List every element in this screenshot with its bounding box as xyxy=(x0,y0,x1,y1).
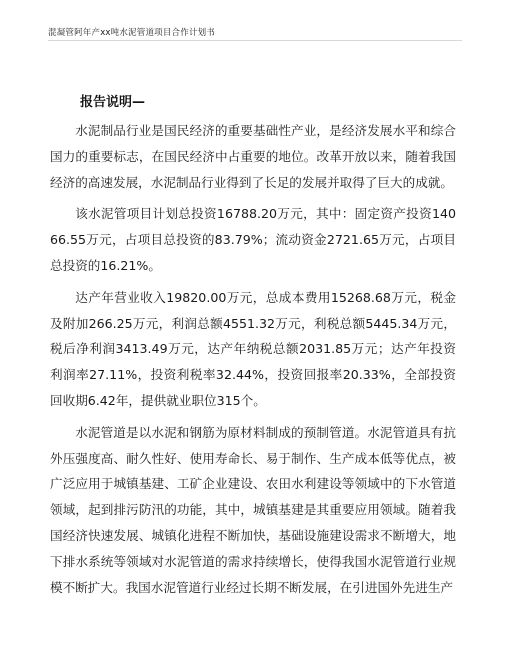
header-divider xyxy=(48,40,462,41)
section-heading: 报告说明— xyxy=(80,95,146,110)
paragraph-industry: 水泥管道是以水泥和钢筋为原材料制成的预制管道。水泥管道具有抗外压强度高、耐久性好、使用寿命长、易于制作、生产成本低等优点，被广泛应用于城镇基建、工矿企业建设、农田水利建设等领域中的下水管道领域，起到排污防汛的功能，其中，城镇基建是其重要应用领域。随着我国经济快速发展、城镇化进程不断加快，基础设施建设需求不断增大，地下排水系统等领域对水泥管道的需求持续增长，使得我国水泥管道行业规模不断扩大。我国水泥管道行业经过长期不断发展，在引进国外先进生产 xyxy=(50,424,456,595)
body-text xyxy=(50,118,456,606)
paragraph-revenue: 达产年营业收入19820.00万元，总成本费用15268.68万元，税金及附加266.25万元，利润总额4551.32万元，利税总额5445.34万元，税后净利润3413.49万元，达产年纳税总额2031.85万元；达产年投资利润率27.11%，投资利税率32.44%，投资回报率20.33%，全部投资回收期6.42年，提供就业职位315个。 xyxy=(50,289,456,408)
paragraph-intro: 水泥制品行业是国民经济的重要基础性产业，是经济发展水平和综合国力的重要标志，在国民经济中占重要的地位。改革开放以来，随着我国经济的高速发展，水泥制品行业得到了长足的发展并取得了巨大的成就。 xyxy=(50,123,456,190)
running-header: 混凝管阿年产xx吨水泥管道项目合作计划书 xyxy=(48,28,216,38)
paragraph-investment: 该水泥管项目计划总投资16788.20万元，其中：固定资产投资14066.55万元，占项目总投资的83.79%；流动资金2721.65万元，占项目总投资的16.21%。 xyxy=(50,206,456,273)
